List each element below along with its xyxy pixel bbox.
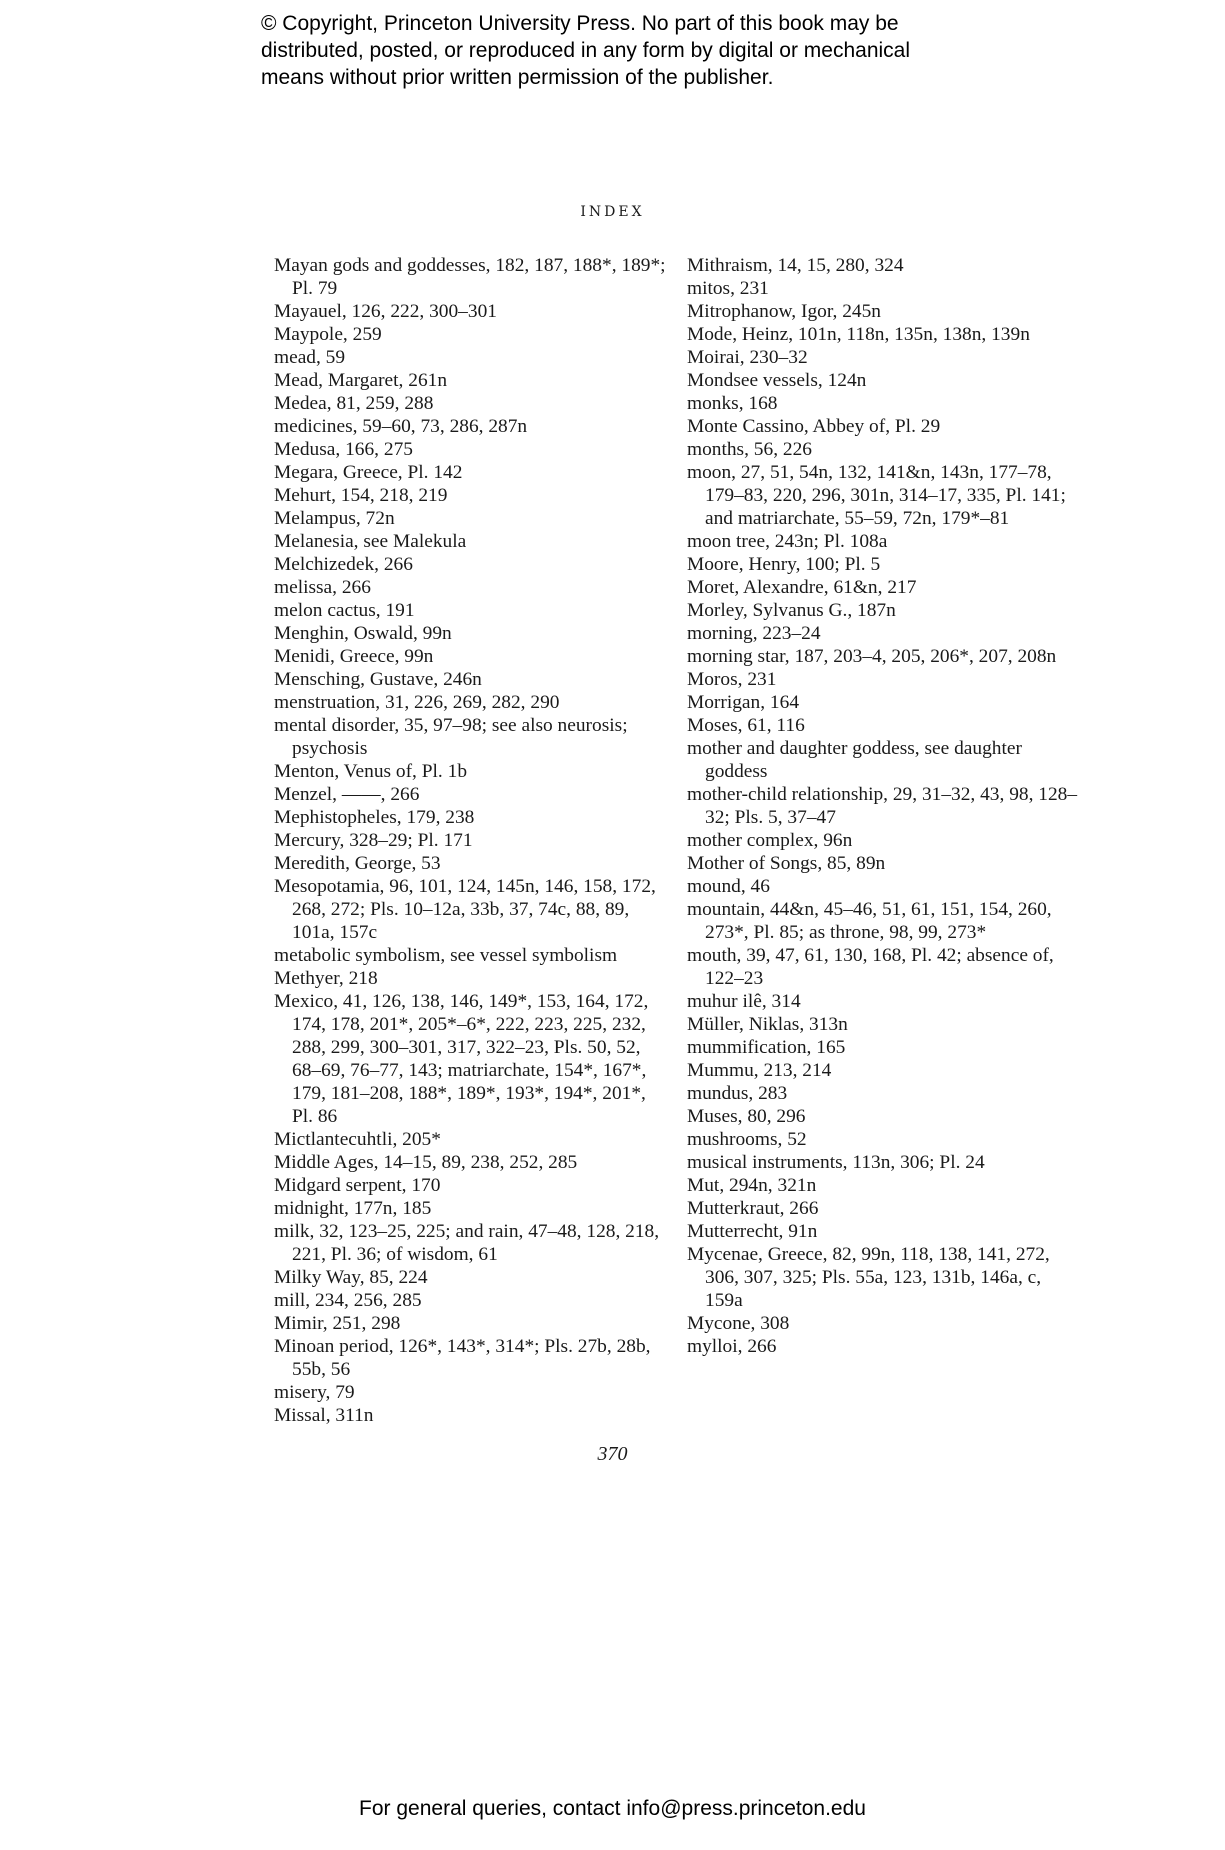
index-entry: Mutterrecht, 91n xyxy=(687,1221,818,1242)
index-entry: musical instruments, 113n, 306; Pl. 24 xyxy=(687,1152,985,1173)
index-entry: Mead, Margaret, 261n xyxy=(274,370,448,391)
index-entry: Mitrophanow, Igor, 245n xyxy=(687,301,881,322)
index-entry: moon tree, 243n; Pl. 108a xyxy=(687,531,888,552)
index-entry: Moros, 231 xyxy=(687,669,777,690)
index-entry: muhur ilê, 314 xyxy=(687,991,801,1012)
index-entry: mundus, 283 xyxy=(687,1083,788,1104)
index-entry: Müller, Niklas, 313n xyxy=(687,1014,848,1035)
index-entry: Middle Ages, 14–15, 89, 238, 252, 285 xyxy=(274,1152,578,1173)
index-entry: Mode, Heinz, 101n, 118n, 135n, 138n, 139n xyxy=(687,324,1030,345)
index-entry: Mercury, 328–29; Pl. 171 xyxy=(274,830,473,851)
index-entry: Moore, Henry, 100; Pl. 5 xyxy=(687,554,881,575)
index-entry: mill, 234, 256, 285 xyxy=(274,1290,422,1311)
index-entry: mental disorder, 35, 97–98; see also neurosis; psychosis xyxy=(274,715,628,759)
index-entry: Mictlantecuhtli, 205* xyxy=(274,1129,441,1150)
index-entry: Mummu, 213, 214 xyxy=(687,1060,832,1081)
index-entry: mummification, 165 xyxy=(687,1037,846,1058)
index-entry: Mephistopheles, 179, 238 xyxy=(274,807,475,828)
index-entry: Minoan period, 126*, 143*, 314*; Pls. 27b, 28b, 55b, 56 xyxy=(274,1336,651,1380)
index-entry: mushrooms, 52 xyxy=(687,1129,807,1150)
index-entry: melon cactus, 191 xyxy=(274,600,415,621)
index-entry: milk, 32, 123–25, 225; and rain, 47–48, 128, 218, 221, Pl. 36; of wisdom, 61 xyxy=(274,1221,660,1265)
index-entry: Morrigan, 164 xyxy=(687,692,800,713)
index-entry: Melchizedek, 266 xyxy=(274,554,413,575)
index-column-right xyxy=(687,254,1083,1358)
copyright-line: distributed, posted, or reproduced in any form by digital or mechanical xyxy=(261,39,911,62)
index-entry: mother-child relationship, 29, 31–32, 43, 98, 128–32; Pls. 5, 37–47 xyxy=(687,784,1078,828)
index-entry: mother and daughter goddess, see daughter goddess xyxy=(687,738,1022,782)
index-entry: Mensching, Gustave, 246n xyxy=(274,669,482,690)
index-entry: Mut, 294n, 321n xyxy=(687,1175,817,1196)
page-heading: INDEX xyxy=(580,204,645,220)
index-entry: Melampus, 72n xyxy=(274,508,395,529)
index-entry: Methyer, 218 xyxy=(274,968,378,989)
index-entry: medicines, 59–60, 73, 286, 287n xyxy=(274,416,528,437)
index-entry: Mother of Songs, 85, 89n xyxy=(687,853,886,874)
index-entry: Medea, 81, 259, 288 xyxy=(274,393,434,414)
index-entry: menstruation, 31, 226, 269, 282, 290 xyxy=(274,692,560,713)
index-entry: mylloi, 266 xyxy=(687,1336,777,1357)
index-entry: Mayan gods and goddesses, 182, 187, 188*, 189*; Pl. 79 xyxy=(274,255,666,299)
index-entry: Monte Cassino, Abbey of, Pl. 29 xyxy=(687,416,941,437)
index-entry: mountain, 44&n, 45–46, 51, 61, 151, 154, 260, 273*, Pl. 85; as throne, 98, 99, 273* xyxy=(687,899,1052,943)
index-entry: Milky Way, 85, 224 xyxy=(274,1267,428,1288)
index-entry: Menidi, Greece, 99n xyxy=(274,646,434,667)
index-entry: Midgard serpent, 170 xyxy=(274,1175,441,1196)
index-entry: Mehurt, 154, 218, 219 xyxy=(274,485,448,506)
index-entry: Moses, 61, 116 xyxy=(687,715,805,736)
index-entry: Mexico, 41, 126, 138, 146, 149*, 153, 164, 172, 174, 178, 201*, 205*–6*, 222, 223, 225, 232, 288, 299, 300–301, 317, 322–23, Pls. 50, 52, 68–69, 76–77, 143; matriarchate, 154*, 167*, 179, 181–208, 188*, 189*, 193*, 194*, 201*, Pl. 86 xyxy=(274,991,649,1127)
index-entry: mouth, 39, 47, 61, 130, 168, Pl. 42; absence of, 122–23 xyxy=(687,945,1054,989)
index-entry: mitos, 231 xyxy=(687,278,769,299)
index-entry: months, 56, 226 xyxy=(687,439,812,460)
page-number: 370 xyxy=(597,1443,628,1465)
index-entry: mead, 59 xyxy=(274,347,346,368)
index-entry: Morley, Sylvanus G., 187n xyxy=(687,600,896,621)
index-entry: Melanesia, see Malekula xyxy=(274,531,467,552)
index-entry: moon, 27, 51, 54n, 132, 141&n, 143n, 177–78, 179–83, 220, 296, 301n, 314–17, 335, Pl. 141; and matriarchate, 55–59, 72n, 179*–81 xyxy=(687,462,1066,529)
index-entry: metabolic symbolism, see vessel symbolism xyxy=(274,945,618,966)
index-entry: morning star, 187, 203–4, 205, 206*, 207, 208n xyxy=(687,646,1057,667)
index-entry: Moret, Alexandre, 61&n, 217 xyxy=(687,577,917,598)
index-entry: Mesopotamia, 96, 101, 124, 145n, 146, 158, 172, 268, 272; Pls. 10–12a, 33b, 37, 74c, 88, 89, 101a, 157c xyxy=(274,876,656,943)
index-entry: Muses, 80, 296 xyxy=(687,1106,806,1127)
index-entry: Mycenae, Greece, 82, 99n, 118, 138, 141, 272, 306, 307, 325; Pls. 55a, 123, 131b, 146a, c, 159a xyxy=(687,1244,1050,1311)
index-entry: Missal, 311n xyxy=(274,1405,374,1426)
copyright-notice xyxy=(261,10,1021,91)
index-entry: Meredith, George, 53 xyxy=(274,853,441,874)
index-entry: Mayauel, 126, 222, 300–301 xyxy=(274,301,497,322)
index-entry: misery, 79 xyxy=(274,1382,355,1403)
footer-contact: For general queries, contact info@press.princeton.edu xyxy=(359,1797,866,1820)
index-column-left xyxy=(274,254,670,1427)
index-entry: Mutterkraut, 266 xyxy=(687,1198,819,1219)
index-entry: monks, 168 xyxy=(687,393,778,414)
copyright-line: © Copyright, Princeton University Press. No part of this book may be xyxy=(261,12,899,35)
index-entry: Megara, Greece, Pl. 142 xyxy=(274,462,463,483)
index-entry: mother complex, 96n xyxy=(687,830,853,851)
index-entry: Medusa, 166, 275 xyxy=(274,439,413,460)
index-entry: Menton, Venus of, Pl. 1b xyxy=(274,761,468,782)
index-entry: melissa, 266 xyxy=(274,577,371,598)
index-entry: midnight, 177n, 185 xyxy=(274,1198,432,1219)
index-entry: morning, 223–24 xyxy=(687,623,821,644)
index-entry: Mimir, 251, 298 xyxy=(274,1313,401,1334)
index-entry: Menghin, Oswald, 99n xyxy=(274,623,452,644)
index-entry: Mycone, 308 xyxy=(687,1313,790,1334)
index-entry: Mondsee vessels, 124n xyxy=(687,370,867,391)
copyright-line: means without prior written permission of the publisher. xyxy=(261,66,774,89)
index-entry: Moirai, 230–32 xyxy=(687,347,808,368)
index-entry: Mithraism, 14, 15, 280, 324 xyxy=(687,255,904,276)
index-entry: Menzel, ——, 266 xyxy=(274,784,420,805)
index-entry: mound, 46 xyxy=(687,876,770,897)
index-entry: Maypole, 259 xyxy=(274,324,382,345)
